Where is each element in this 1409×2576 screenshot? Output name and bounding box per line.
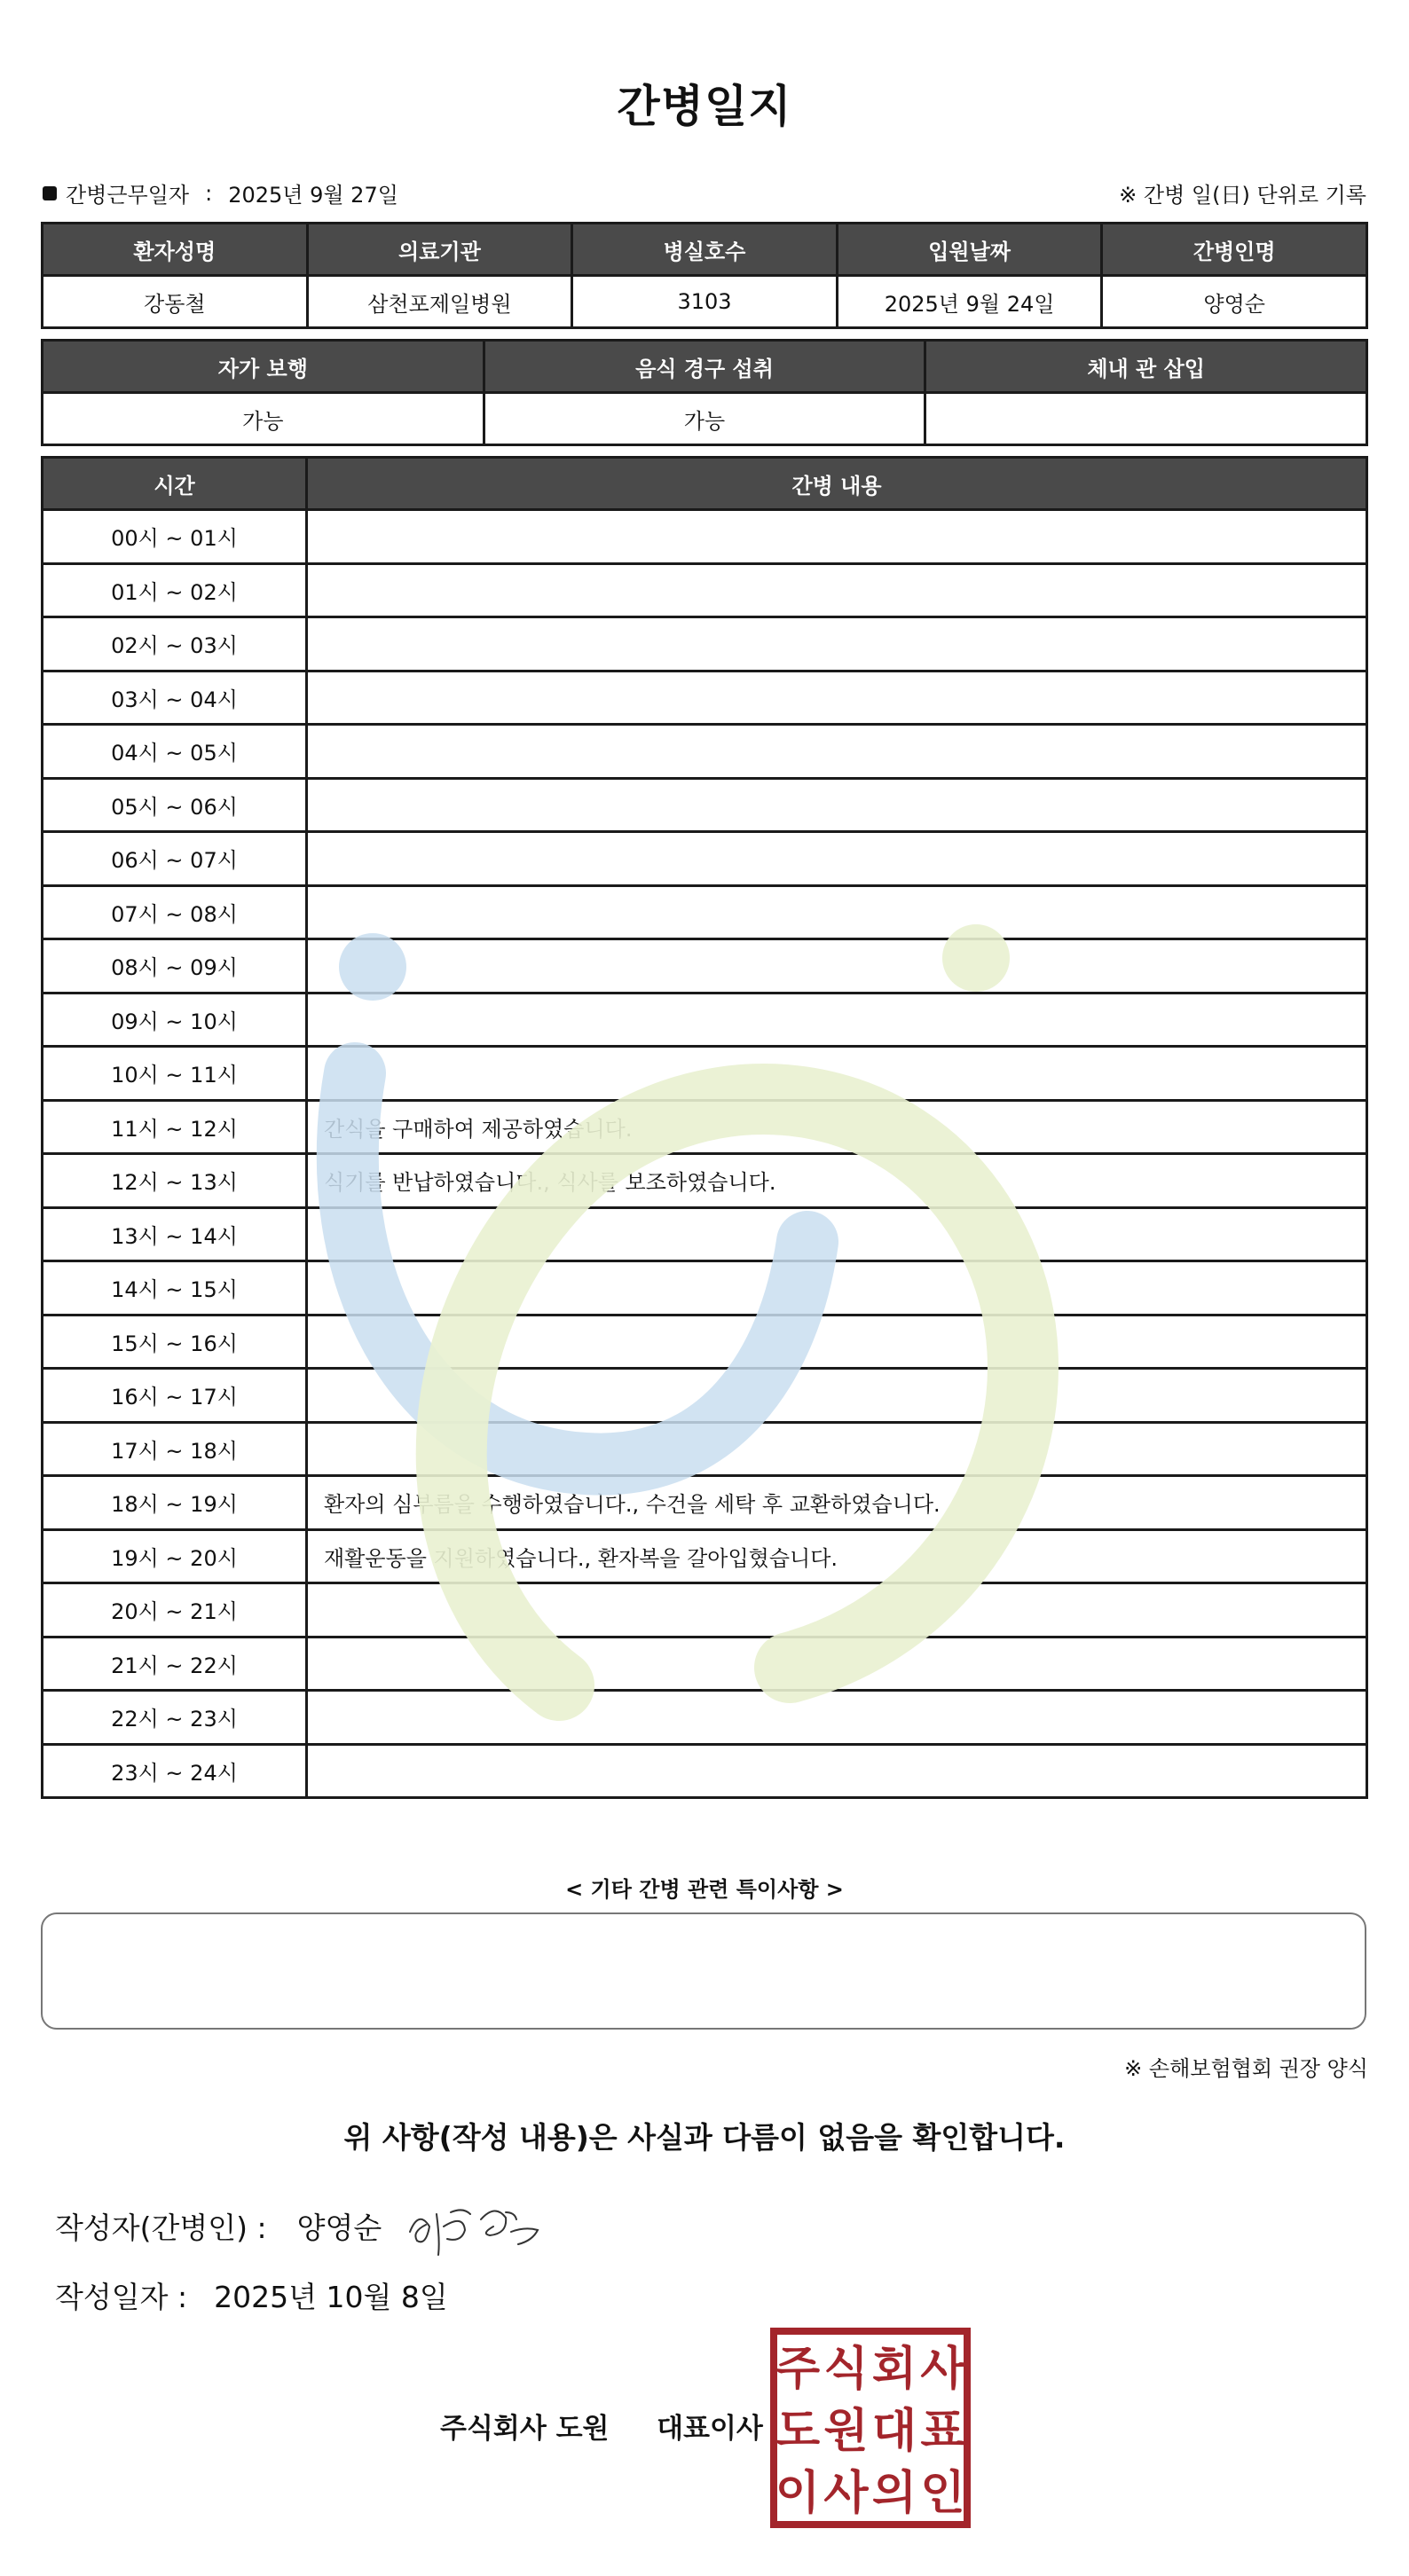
care-log-row xyxy=(43,1207,1367,1261)
care-log-table xyxy=(41,456,1368,1799)
seal-character: 회 xyxy=(871,2343,917,2396)
writer-line xyxy=(55,2205,382,2247)
care-log-row xyxy=(43,993,1367,1047)
care-log-row xyxy=(43,1637,1367,1691)
form-source-note: ※ 손해보험협회 권장 양식 xyxy=(1124,2056,1368,2081)
care-log-row xyxy=(43,1100,1367,1154)
care-log-time: 23시 ~ 24시 xyxy=(43,1744,307,1798)
care-log-time: 19시 ~ 20시 xyxy=(43,1529,307,1583)
company-signatory xyxy=(440,2406,763,2446)
care-log-time: 06시 ~ 07시 xyxy=(43,832,307,886)
care-log-time: 08시 ~ 09시 xyxy=(43,939,307,993)
header-walking: 자가 보행 xyxy=(43,341,484,393)
header-room-number: 병실호수 xyxy=(572,224,838,276)
care-log-content xyxy=(307,1744,1367,1798)
unit-note: ※ 간병 일(日) 단위로 기록 xyxy=(1119,183,1366,208)
patient-info-value-row xyxy=(43,276,1367,328)
seal-character: 사 xyxy=(823,2467,869,2520)
care-log-row xyxy=(43,1315,1367,1369)
seal-character: 주 xyxy=(775,2343,821,2396)
care-log-row xyxy=(43,885,1367,939)
seal-character: 의 xyxy=(871,2467,917,2520)
care-log-row xyxy=(43,778,1367,832)
header-admission-date: 입원날짜 xyxy=(837,224,1102,276)
oral-intake-status: 가능 xyxy=(484,393,925,445)
care-log-row xyxy=(43,1529,1367,1583)
care-log-content xyxy=(307,1047,1367,1101)
care-log-time: 02시 ~ 03시 xyxy=(43,617,307,671)
work-date-colon: : xyxy=(205,180,213,206)
tube-insertion-status xyxy=(925,393,1367,445)
care-log-time: 20시 ~ 21시 xyxy=(43,1583,307,1637)
patient-info-header-row xyxy=(43,224,1367,276)
admission-date: 2025년 9월 24일 xyxy=(837,276,1102,328)
care-log-row xyxy=(43,1744,1367,1798)
care-log-time: 14시 ~ 15시 xyxy=(43,1261,307,1315)
company-seal-stamp xyxy=(770,2328,971,2528)
care-log-content: 환자의 심부름을 수행하였습니다., 수건을 세탁 후 교환하였습니다. xyxy=(307,1476,1367,1530)
written-date-value: 2025년 10월 8일 xyxy=(214,2280,448,2314)
writer-label: 작성자(간병인) : xyxy=(55,2211,267,2245)
seal-character: 이 xyxy=(775,2467,821,2520)
patient-status-header-row xyxy=(43,341,1367,393)
care-log-content xyxy=(307,993,1367,1047)
header-care-content: 간병 내용 xyxy=(307,458,1367,510)
document-title: 간병일지 xyxy=(617,81,792,132)
institution: 삼천포제일병원 xyxy=(307,276,572,328)
seal-character: 식 xyxy=(823,2343,869,2396)
care-log-row xyxy=(43,725,1367,779)
patient-status-value-row xyxy=(43,393,1367,445)
care-log-content xyxy=(307,563,1367,617)
care-log-time: 10시 ~ 11시 xyxy=(43,1047,307,1101)
seal-character: 사 xyxy=(920,2343,965,2396)
care-log-content xyxy=(307,671,1367,725)
care-log-content xyxy=(307,1422,1367,1476)
patient-info-table xyxy=(41,222,1368,329)
header-institution: 의료기관 xyxy=(307,224,572,276)
handwritten-signature xyxy=(401,2196,552,2258)
care-log-time: 03시 ~ 04시 xyxy=(43,671,307,725)
written-date-label: 작성일자 : xyxy=(55,2280,188,2314)
care-log-time: 00시 ~ 01시 xyxy=(43,510,307,564)
patient-name: 강동철 xyxy=(43,276,308,328)
care-log-content xyxy=(307,1261,1367,1315)
care-log-content xyxy=(307,1691,1367,1745)
care-log-row xyxy=(43,1583,1367,1637)
care-log-content xyxy=(307,1315,1367,1369)
seal-character: 표 xyxy=(920,2405,965,2458)
care-log-time: 11시 ~ 12시 xyxy=(43,1100,307,1154)
care-log-content xyxy=(307,1637,1367,1691)
care-log-row xyxy=(43,832,1367,886)
header-caregiver-name: 간병인명 xyxy=(1102,224,1367,276)
company-title: 대표이사 xyxy=(657,2413,763,2445)
confirmation-statement: 위 사항(작성 내용)은 사실과 다름이 없음을 확인합니다. xyxy=(343,2120,1066,2155)
care-log-content xyxy=(307,1583,1367,1637)
care-log-row xyxy=(43,617,1367,671)
seal-character: 원 xyxy=(823,2405,869,2458)
care-log-time: 05시 ~ 06시 xyxy=(43,778,307,832)
care-log-content xyxy=(307,1369,1367,1423)
care-log-time: 13시 ~ 14시 xyxy=(43,1207,307,1261)
care-log-time: 22시 ~ 23시 xyxy=(43,1691,307,1745)
care-log-content xyxy=(307,617,1367,671)
care-log-row xyxy=(43,1422,1367,1476)
care-log-time: 21시 ~ 22시 xyxy=(43,1637,307,1691)
writer-name: 양영순 xyxy=(296,2211,382,2245)
written-date-line xyxy=(55,2274,448,2316)
care-log-time: 12시 ~ 13시 xyxy=(43,1154,307,1208)
care-log-row xyxy=(43,1476,1367,1530)
header-time: 시간 xyxy=(43,458,307,510)
care-log-time: 01시 ~ 02시 xyxy=(43,563,307,617)
care-log-content xyxy=(307,1207,1367,1261)
seal-character: 도 xyxy=(775,2405,821,2458)
care-log-content: 간식을 구매하여 제공하였습니다. xyxy=(307,1100,1367,1154)
care-log-header-row xyxy=(43,458,1367,510)
seal-character: 인 xyxy=(920,2467,965,2520)
patient-status-table xyxy=(41,339,1368,446)
care-log-time: 17시 ~ 18시 xyxy=(43,1422,307,1476)
work-date-label: 간병근무일자 xyxy=(66,183,190,208)
special-notes-box xyxy=(41,1912,1366,2030)
care-log-row xyxy=(43,563,1367,617)
care-log-time: 07시 ~ 08시 xyxy=(43,885,307,939)
caregiver-name: 양영순 xyxy=(1102,276,1367,328)
care-log-row xyxy=(43,939,1367,993)
care-log-row xyxy=(43,1369,1367,1423)
work-date-value: 2025년 9월 27일 xyxy=(228,183,398,208)
bullet-square-icon xyxy=(43,186,57,200)
work-date-line xyxy=(43,177,398,208)
care-log-row xyxy=(43,1154,1367,1208)
header-tube-insertion: 체내 관 삽입 xyxy=(925,341,1367,393)
care-log-content xyxy=(307,725,1367,779)
care-log-content: 식기를 반납하였습니다., 식사를 보조하였습니다. xyxy=(307,1154,1367,1208)
notes-section-title: < 기타 간병 관련 특이사항 > xyxy=(565,1877,844,1902)
care-log-time: 15시 ~ 16시 xyxy=(43,1315,307,1369)
care-log-row xyxy=(43,1691,1367,1745)
walking-status: 가능 xyxy=(43,393,484,445)
care-log-row xyxy=(43,1047,1367,1101)
care-log-time: 04시 ~ 05시 xyxy=(43,725,307,779)
care-log-content xyxy=(307,885,1367,939)
care-log-content xyxy=(307,832,1367,886)
room-number: 3103 xyxy=(572,276,838,328)
care-log-row xyxy=(43,1261,1367,1315)
seal-character: 대 xyxy=(871,2405,917,2458)
care-log-time: 18시 ~ 19시 xyxy=(43,1476,307,1530)
care-log-content xyxy=(307,778,1367,832)
care-log-content xyxy=(307,510,1367,564)
care-log-time: 09시 ~ 10시 xyxy=(43,993,307,1047)
care-log-time: 16시 ~ 17시 xyxy=(43,1369,307,1423)
header-oral-intake: 음식 경구 섭취 xyxy=(484,341,925,393)
care-log-row xyxy=(43,510,1367,564)
care-log-row xyxy=(43,671,1367,725)
care-log-content: 재활운동을 지원하였습니다., 환자복을 갈아입혔습니다. xyxy=(307,1529,1367,1583)
header-patient-name: 환자성명 xyxy=(43,224,308,276)
care-log-content xyxy=(307,939,1367,993)
company-name: 주식회사 도원 xyxy=(440,2413,610,2445)
